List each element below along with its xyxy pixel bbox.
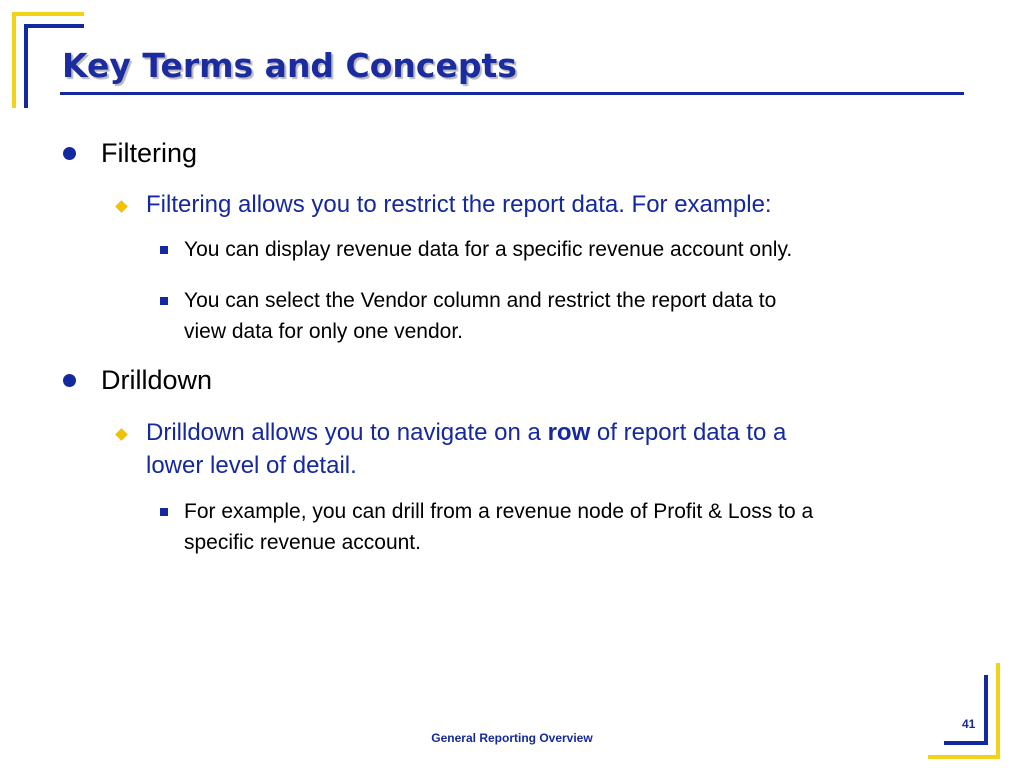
slide-footer: General Reporting Overview (431, 731, 593, 745)
round-bullet-icon (63, 374, 76, 387)
drilldown-example-line-1: For example, you can drill from a revenue node of Profit & Loss to a (184, 500, 814, 523)
slide-title: Key Terms and Concepts (62, 46, 517, 85)
filtering-example-1: You can display revenue data for a specific revenue account only. (184, 238, 793, 261)
corner-decoration-bottom-right-yellow-horizontal (928, 755, 1000, 759)
drilldown-description-line-1 (146, 417, 786, 449)
drilldown-description-line-2: lower level of detail. (146, 452, 357, 479)
drilldown-example-line-2: specific revenue account. (184, 531, 421, 554)
diamond-bullet-icon (115, 200, 128, 213)
drilldown-text-after: of report data to a (590, 419, 787, 446)
filtering-example-2-line-2: view data for only one vendor. (184, 320, 464, 343)
corner-decoration-top-left-blue-vertical (24, 24, 28, 108)
title-underline (60, 92, 964, 95)
corner-decoration-top-left-yellow-horizontal (12, 12, 84, 16)
page-number: 41 (962, 717, 976, 731)
section-heading-drilldown: Drilldown (101, 365, 213, 395)
drilldown-text-bold: row (547, 419, 591, 446)
section-heading-filtering: Filtering (101, 138, 198, 168)
square-bullet-icon (160, 246, 168, 254)
square-bullet-icon (160, 297, 168, 305)
diamond-bullet-icon (115, 428, 128, 441)
round-bullet-icon (63, 147, 76, 160)
corner-decoration-top-left-yellow-vertical (12, 12, 16, 108)
filtering-example-2-line-1: You can select the Vendor column and restrict the report data to (184, 289, 777, 312)
drilldown-text-before: Drilldown allows you to navigate on a (146, 419, 548, 446)
filtering-description: Filtering allows you to restrict the report data. For example: (146, 191, 772, 218)
corner-decoration-top-left-blue-horizontal (24, 24, 84, 28)
square-bullet-icon (160, 508, 168, 516)
